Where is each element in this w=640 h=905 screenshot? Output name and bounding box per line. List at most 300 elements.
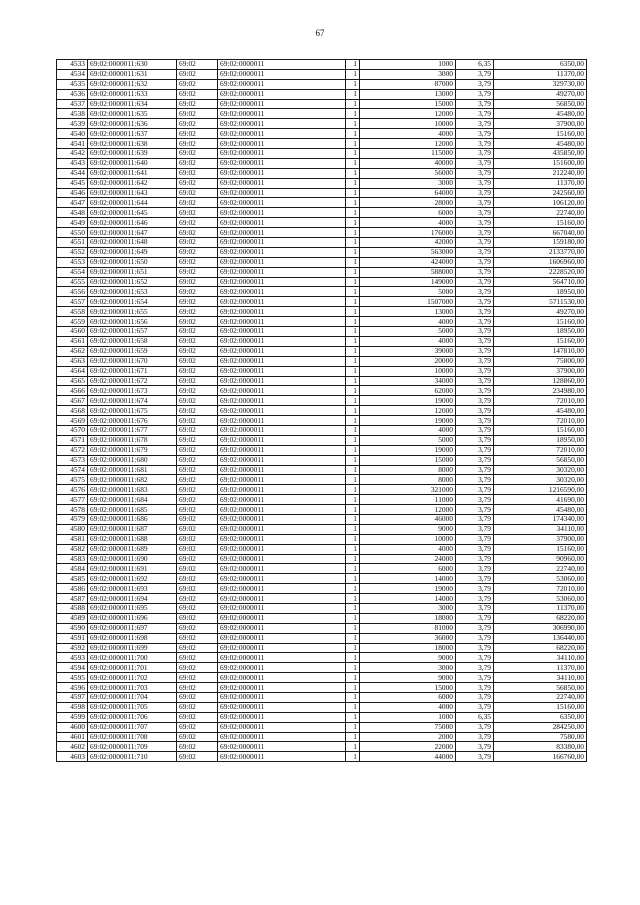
specific-value-cell: 3,79 — [456, 722, 494, 732]
area-value-cell: 4000 — [360, 129, 456, 139]
group-number-cell: 1 — [346, 218, 360, 228]
cadastral-value-cell: 284250,00 — [494, 722, 587, 732]
row-number-cell: 4578 — [57, 505, 88, 515]
cadastral-number-cell: 69:02:0000011:652 — [88, 277, 177, 287]
specific-value-cell: 3,79 — [456, 109, 494, 119]
cadastral-quarter-cell: 69:02:0000011 — [218, 435, 346, 445]
cadastral-value-cell: 18950,00 — [494, 327, 587, 337]
group-number-cell: 1 — [346, 564, 360, 574]
cadastral-number-cell: 69:02:0000011:704 — [88, 693, 177, 703]
specific-value-cell: 3,79 — [456, 514, 494, 524]
row-number-cell: 4542 — [57, 149, 88, 159]
row-number-cell: 4579 — [57, 514, 88, 524]
cadastral-value-cell: 212240,00 — [494, 168, 587, 178]
district-code-cell: 69:02 — [177, 89, 218, 99]
area-value-cell: 18000 — [360, 643, 456, 653]
cadastral-value-cell: 2133770,00 — [494, 247, 587, 257]
cadastral-number-cell: 69:02:0000011:658 — [88, 336, 177, 346]
specific-value-cell: 3,79 — [456, 376, 494, 386]
area-value-cell: 6000 — [360, 564, 456, 574]
row-number-cell: 4565 — [57, 376, 88, 386]
cadastral-value-cell: 306990,00 — [494, 623, 587, 633]
area-value-cell: 588000 — [360, 267, 456, 277]
specific-value-cell: 3,79 — [456, 663, 494, 673]
district-code-cell: 69:02 — [177, 514, 218, 524]
cadastral-number-cell: 69:02:0000011:641 — [88, 168, 177, 178]
district-code-cell: 69:02 — [177, 69, 218, 79]
district-code-cell: 69:02 — [177, 99, 218, 109]
cadastral-number-cell: 69:02:0000011:701 — [88, 663, 177, 673]
cadastral-quarter-cell: 69:02:0000011 — [218, 683, 346, 693]
row-number-cell: 4545 — [57, 178, 88, 188]
cadastral-number-cell: 69:02:0000011:700 — [88, 653, 177, 663]
area-value-cell: 34000 — [360, 376, 456, 386]
table-row — [57, 376, 587, 386]
cadastral-quarter-cell: 69:02:0000011 — [218, 524, 346, 534]
district-code-cell: 69:02 — [177, 495, 218, 505]
table-row — [57, 416, 587, 426]
cadastral-number-cell: 69:02:0000011:693 — [88, 584, 177, 594]
cadastral-value-cell: 72010,00 — [494, 584, 587, 594]
table-row — [57, 574, 587, 584]
group-number-cell: 1 — [346, 158, 360, 168]
area-value-cell: 40000 — [360, 158, 456, 168]
specific-value-cell: 3,79 — [456, 198, 494, 208]
table-row — [57, 228, 587, 238]
group-number-cell: 1 — [346, 584, 360, 594]
group-number-cell: 1 — [346, 198, 360, 208]
cadastral-quarter-cell: 69:02:0000011 — [218, 327, 346, 337]
cadastral-number-cell: 69:02:0000011:635 — [88, 109, 177, 119]
cadastral-number-cell: 69:02:0000011:630 — [88, 60, 177, 70]
cadastral-number-cell: 69:02:0000011:690 — [88, 554, 177, 564]
district-code-cell: 69:02 — [177, 544, 218, 554]
district-code-cell: 69:02 — [177, 188, 218, 198]
table-row — [57, 208, 587, 218]
specific-value-cell: 3,79 — [456, 287, 494, 297]
table-row — [57, 584, 587, 594]
group-number-cell: 1 — [346, 178, 360, 188]
district-code-cell: 69:02 — [177, 307, 218, 317]
cadastral-value-cell: 22740,00 — [494, 564, 587, 574]
district-code-cell: 69:02 — [177, 673, 218, 683]
cadastral-value-cell: 90960,00 — [494, 554, 587, 564]
specific-value-cell: 3,79 — [456, 416, 494, 426]
cadastral-quarter-cell: 69:02:0000011 — [218, 158, 346, 168]
cadastral-value-cell: 11370,00 — [494, 178, 587, 188]
district-code-cell: 69:02 — [177, 732, 218, 742]
area-value-cell: 56000 — [360, 168, 456, 178]
cadastral-quarter-cell: 69:02:0000011 — [218, 673, 346, 683]
cadastral-value-cell: 49270,00 — [494, 307, 587, 317]
group-number-cell: 1 — [346, 346, 360, 356]
cadastral-value-cell: 5711530,00 — [494, 297, 587, 307]
cadastral-number-cell: 69:02:0000011:688 — [88, 534, 177, 544]
cadastral-value-cell: 15160,00 — [494, 317, 587, 327]
cadastral-quarter-cell: 69:02:0000011 — [218, 514, 346, 524]
cadastral-number-cell: 69:02:0000011:633 — [88, 89, 177, 99]
specific-value-cell: 3,79 — [456, 327, 494, 337]
specific-value-cell: 3,79 — [456, 238, 494, 248]
row-number-cell: 4560 — [57, 327, 88, 337]
area-value-cell: 6000 — [360, 693, 456, 703]
district-code-cell: 69:02 — [177, 653, 218, 663]
table-row — [57, 623, 587, 633]
cadastral-value-cell: 7580,00 — [494, 732, 587, 742]
group-number-cell: 1 — [346, 60, 360, 70]
district-code-cell: 69:02 — [177, 228, 218, 238]
cadastral-number-cell: 69:02:0000011:640 — [88, 158, 177, 168]
district-code-cell: 69:02 — [177, 396, 218, 406]
cadastral-value-cell: 72010,00 — [494, 396, 587, 406]
table-row — [57, 287, 587, 297]
row-number-cell: 4533 — [57, 60, 88, 70]
row-number-cell: 4569 — [57, 416, 88, 426]
cadastral-number-cell: 69:02:0000011:647 — [88, 228, 177, 238]
cadastral-quarter-cell: 69:02:0000011 — [218, 495, 346, 505]
specific-value-cell: 3,79 — [456, 208, 494, 218]
row-number-cell: 4588 — [57, 603, 88, 613]
cadastral-value-cell: 15160,00 — [494, 336, 587, 346]
cadastral-quarter-cell: 69:02:0000011 — [218, 168, 346, 178]
district-code-cell: 69:02 — [177, 109, 218, 119]
cadastral-value-cell: 72010,00 — [494, 416, 587, 426]
table-row — [57, 712, 587, 722]
area-value-cell: 3000 — [360, 663, 456, 673]
row-number-cell: 4557 — [57, 297, 88, 307]
group-number-cell: 1 — [346, 228, 360, 238]
table-row — [57, 396, 587, 406]
area-value-cell: 10000 — [360, 119, 456, 129]
area-value-cell: 24000 — [360, 554, 456, 564]
table-row — [57, 693, 587, 703]
group-number-cell: 1 — [346, 416, 360, 426]
district-code-cell: 69:02 — [177, 346, 218, 356]
table-row — [57, 505, 587, 515]
group-number-cell: 1 — [346, 89, 360, 99]
table-row — [57, 534, 587, 544]
district-code-cell: 69:02 — [177, 129, 218, 139]
district-code-cell: 69:02 — [177, 277, 218, 287]
cadastral-quarter-cell: 69:02:0000011 — [218, 336, 346, 346]
cadastral-quarter-cell: 69:02:0000011 — [218, 465, 346, 475]
area-value-cell: 62000 — [360, 386, 456, 396]
group-number-cell: 1 — [346, 366, 360, 376]
table-row — [57, 406, 587, 416]
specific-value-cell: 3,79 — [456, 613, 494, 623]
row-number-cell: 4598 — [57, 702, 88, 712]
table-row — [57, 139, 587, 149]
cadastral-quarter-cell: 69:02:0000011 — [218, 693, 346, 703]
cadastral-value-cell: 15160,00 — [494, 218, 587, 228]
cadastral-value-cell: 34110,00 — [494, 653, 587, 663]
district-code-cell: 69:02 — [177, 584, 218, 594]
group-number-cell: 1 — [346, 406, 360, 416]
district-code-cell: 69:02 — [177, 643, 218, 653]
district-code-cell: 69:02 — [177, 613, 218, 623]
specific-value-cell: 3,79 — [456, 188, 494, 198]
row-number-cell: 4603 — [57, 752, 88, 762]
area-value-cell: 8000 — [360, 465, 456, 475]
specific-value-cell: 3,79 — [456, 69, 494, 79]
group-number-cell: 1 — [346, 722, 360, 732]
table-row — [57, 514, 587, 524]
specific-value-cell: 3,79 — [456, 673, 494, 683]
cadastral-number-cell: 69:02:0000011:680 — [88, 455, 177, 465]
row-number-cell: 4590 — [57, 623, 88, 633]
table-row — [57, 198, 587, 208]
specific-value-cell: 3,79 — [456, 435, 494, 445]
cadastral-value-cell: 15160,00 — [494, 425, 587, 435]
cadastral-quarter-cell: 69:02:0000011 — [218, 594, 346, 604]
cadastral-value-cell: 53060,00 — [494, 574, 587, 584]
cadastral-quarter-cell: 69:02:0000011 — [218, 247, 346, 257]
table-row — [57, 336, 587, 346]
area-value-cell: 1000 — [360, 60, 456, 70]
cadastral-number-cell: 69:02:0000011:636 — [88, 119, 177, 129]
cadastral-quarter-cell: 69:02:0000011 — [218, 198, 346, 208]
cadastral-value-cell: 34110,00 — [494, 524, 587, 534]
area-value-cell: 11000 — [360, 495, 456, 505]
group-number-cell: 1 — [346, 396, 360, 406]
group-number-cell: 1 — [346, 623, 360, 633]
table-row — [57, 69, 587, 79]
row-number-cell: 4566 — [57, 386, 88, 396]
area-value-cell: 3000 — [360, 178, 456, 188]
cadastral-number-cell: 69:02:0000011:705 — [88, 702, 177, 712]
district-code-cell: 69:02 — [177, 574, 218, 584]
area-value-cell: 4000 — [360, 425, 456, 435]
group-number-cell: 1 — [346, 544, 360, 554]
row-number-cell: 4595 — [57, 673, 88, 683]
cadastral-quarter-cell: 69:02:0000011 — [218, 584, 346, 594]
district-code-cell: 69:02 — [177, 445, 218, 455]
table-row — [57, 653, 587, 663]
row-number-cell: 4556 — [57, 287, 88, 297]
district-code-cell: 69:02 — [177, 139, 218, 149]
cadastral-value-cell: 30320,00 — [494, 475, 587, 485]
table-row — [57, 722, 587, 732]
area-value-cell: 19000 — [360, 445, 456, 455]
row-number-cell: 4570 — [57, 425, 88, 435]
cadastral-number-cell: 69:02:0000011:674 — [88, 396, 177, 406]
district-code-cell: 69:02 — [177, 623, 218, 633]
row-number-cell: 4559 — [57, 317, 88, 327]
cadastral-number-cell: 69:02:0000011:638 — [88, 139, 177, 149]
group-number-cell: 1 — [346, 188, 360, 198]
table-row — [57, 267, 587, 277]
row-number-cell: 4575 — [57, 475, 88, 485]
cadastral-quarter-cell: 69:02:0000011 — [218, 722, 346, 732]
district-code-cell: 69:02 — [177, 465, 218, 475]
cadastral-quarter-cell: 69:02:0000011 — [218, 346, 346, 356]
table-row — [57, 465, 587, 475]
cadastral-quarter-cell: 69:02:0000011 — [218, 297, 346, 307]
cadastral-number-cell: 69:02:0000011:659 — [88, 346, 177, 356]
specific-value-cell: 3,79 — [456, 633, 494, 643]
district-code-cell: 69:02 — [177, 702, 218, 712]
group-number-cell: 1 — [346, 485, 360, 495]
cadastral-quarter-cell: 69:02:0000011 — [218, 317, 346, 327]
row-number-cell: 4568 — [57, 406, 88, 416]
group-number-cell: 1 — [346, 673, 360, 683]
cadastral-number-cell: 69:02:0000011:691 — [88, 564, 177, 574]
cadastral-number-cell: 69:02:0000011:696 — [88, 613, 177, 623]
group-number-cell: 1 — [346, 257, 360, 267]
group-number-cell: 1 — [346, 247, 360, 257]
table-row — [57, 277, 587, 287]
row-number-cell: 4592 — [57, 643, 88, 653]
specific-value-cell: 3,79 — [456, 465, 494, 475]
cadastral-value-cell: 11370,00 — [494, 603, 587, 613]
specific-value-cell: 3,79 — [456, 346, 494, 356]
cadastral-quarter-cell: 69:02:0000011 — [218, 129, 346, 139]
specific-value-cell: 3,79 — [456, 89, 494, 99]
table-row — [57, 485, 587, 495]
cadastral-number-cell: 69:02:0000011:642 — [88, 178, 177, 188]
district-code-cell: 69:02 — [177, 633, 218, 643]
cadastral-quarter-cell: 69:02:0000011 — [218, 455, 346, 465]
area-value-cell: 5000 — [360, 287, 456, 297]
row-number-cell: 4574 — [57, 465, 88, 475]
table-row — [57, 613, 587, 623]
cadastral-number-cell: 69:02:0000011:702 — [88, 673, 177, 683]
table-row — [57, 158, 587, 168]
cadastral-value-cell: 435850,00 — [494, 149, 587, 159]
table-row — [57, 455, 587, 465]
cadastral-quarter-cell: 69:02:0000011 — [218, 287, 346, 297]
cadastral-number-cell: 69:02:0000011:650 — [88, 257, 177, 267]
cadastral-number-cell: 69:02:0000011:687 — [88, 524, 177, 534]
cadastral-number-cell: 69:02:0000011:695 — [88, 603, 177, 613]
cadastral-quarter-cell: 69:02:0000011 — [218, 396, 346, 406]
row-number-cell: 4585 — [57, 574, 88, 584]
table-row — [57, 386, 587, 396]
group-number-cell: 1 — [346, 643, 360, 653]
area-value-cell: 28000 — [360, 198, 456, 208]
table-row — [57, 168, 587, 178]
district-code-cell: 69:02 — [177, 218, 218, 228]
cadastral-value-cell: 11370,00 — [494, 69, 587, 79]
cadastral-number-cell: 69:02:0000011:644 — [88, 198, 177, 208]
district-code-cell: 69:02 — [177, 149, 218, 159]
cadastral-quarter-cell: 69:02:0000011 — [218, 366, 346, 376]
district-code-cell: 69:02 — [177, 356, 218, 366]
specific-value-cell: 3,79 — [456, 495, 494, 505]
area-value-cell: 39000 — [360, 346, 456, 356]
row-number-cell: 4539 — [57, 119, 88, 129]
group-number-cell: 1 — [346, 79, 360, 89]
district-code-cell: 69:02 — [177, 178, 218, 188]
district-code-cell: 69:02 — [177, 683, 218, 693]
group-number-cell: 1 — [346, 336, 360, 346]
district-code-cell: 69:02 — [177, 119, 218, 129]
district-code-cell: 69:02 — [177, 722, 218, 732]
row-number-cell: 4549 — [57, 218, 88, 228]
district-code-cell: 69:02 — [177, 386, 218, 396]
table-row — [57, 327, 587, 337]
area-value-cell: 15000 — [360, 683, 456, 693]
group-number-cell: 1 — [346, 683, 360, 693]
cadastral-quarter-cell: 69:02:0000011 — [218, 554, 346, 564]
row-number-cell: 4538 — [57, 109, 88, 119]
row-number-cell: 4536 — [57, 89, 88, 99]
area-value-cell: 36000 — [360, 633, 456, 643]
row-number-cell: 4567 — [57, 396, 88, 406]
area-value-cell: 4000 — [360, 702, 456, 712]
row-number-cell: 4580 — [57, 524, 88, 534]
cadastral-number-cell: 69:02:0000011:643 — [88, 188, 177, 198]
specific-value-cell: 3,79 — [456, 653, 494, 663]
cadastral-value-cell: 136440,00 — [494, 633, 587, 643]
cadastral-number-cell: 69:02:0000011:646 — [88, 218, 177, 228]
cadastral-quarter-cell: 69:02:0000011 — [218, 228, 346, 238]
cadastral-value-cell: 45480,00 — [494, 139, 587, 149]
specific-value-cell: 3,79 — [456, 257, 494, 267]
area-value-cell: 4000 — [360, 544, 456, 554]
cadastral-number-cell: 69:02:0000011:673 — [88, 386, 177, 396]
cadastral-value-cell: 45480,00 — [494, 505, 587, 515]
table-row — [57, 238, 587, 248]
cadastral-value-cell: 106120,00 — [494, 198, 587, 208]
cadastral-value-cell: 151600,00 — [494, 158, 587, 168]
area-value-cell: 12000 — [360, 505, 456, 515]
area-value-cell: 64000 — [360, 188, 456, 198]
cadastral-number-cell: 69:02:0000011:670 — [88, 356, 177, 366]
area-value-cell: 115000 — [360, 149, 456, 159]
group-number-cell: 1 — [346, 613, 360, 623]
cadastral-value-cell: 11370,00 — [494, 663, 587, 673]
row-number-cell: 4547 — [57, 198, 88, 208]
cadastral-value-cell: 159180,00 — [494, 238, 587, 248]
area-value-cell: 42000 — [360, 238, 456, 248]
specific-value-cell: 3,79 — [456, 247, 494, 257]
table-row — [57, 633, 587, 643]
specific-value-cell: 3,79 — [456, 297, 494, 307]
cadastral-quarter-cell: 69:02:0000011 — [218, 79, 346, 89]
area-value-cell: 6000 — [360, 208, 456, 218]
area-value-cell: 14000 — [360, 594, 456, 604]
group-number-cell: 1 — [346, 277, 360, 287]
cadastral-quarter-cell: 69:02:0000011 — [218, 534, 346, 544]
cadastral-value-cell: 49270,00 — [494, 89, 587, 99]
district-code-cell: 69:02 — [177, 693, 218, 703]
table-row — [57, 643, 587, 653]
group-number-cell: 1 — [346, 534, 360, 544]
specific-value-cell: 3,79 — [456, 277, 494, 287]
cadastral-number-cell: 69:02:0000011:645 — [88, 208, 177, 218]
district-code-cell: 69:02 — [177, 168, 218, 178]
cadastral-number-cell: 69:02:0000011:676 — [88, 416, 177, 426]
cadastral-quarter-cell: 69:02:0000011 — [218, 732, 346, 742]
district-code-cell: 69:02 — [177, 594, 218, 604]
specific-value-cell: 3,79 — [456, 455, 494, 465]
specific-value-cell: 6,35 — [456, 712, 494, 722]
district-code-cell: 69:02 — [177, 505, 218, 515]
row-number-cell: 4594 — [57, 663, 88, 673]
cadastral-quarter-cell: 69:02:0000011 — [218, 633, 346, 643]
specific-value-cell: 3,79 — [456, 356, 494, 366]
district-code-cell: 69:02 — [177, 267, 218, 277]
specific-value-cell: 3,79 — [456, 544, 494, 554]
row-number-cell: 4571 — [57, 435, 88, 445]
group-number-cell: 1 — [346, 742, 360, 752]
area-value-cell: 2000 — [360, 732, 456, 742]
row-number-cell: 4572 — [57, 445, 88, 455]
specific-value-cell: 3,79 — [456, 505, 494, 515]
area-value-cell: 19000 — [360, 396, 456, 406]
cadastral-value-cell: 564710,00 — [494, 277, 587, 287]
